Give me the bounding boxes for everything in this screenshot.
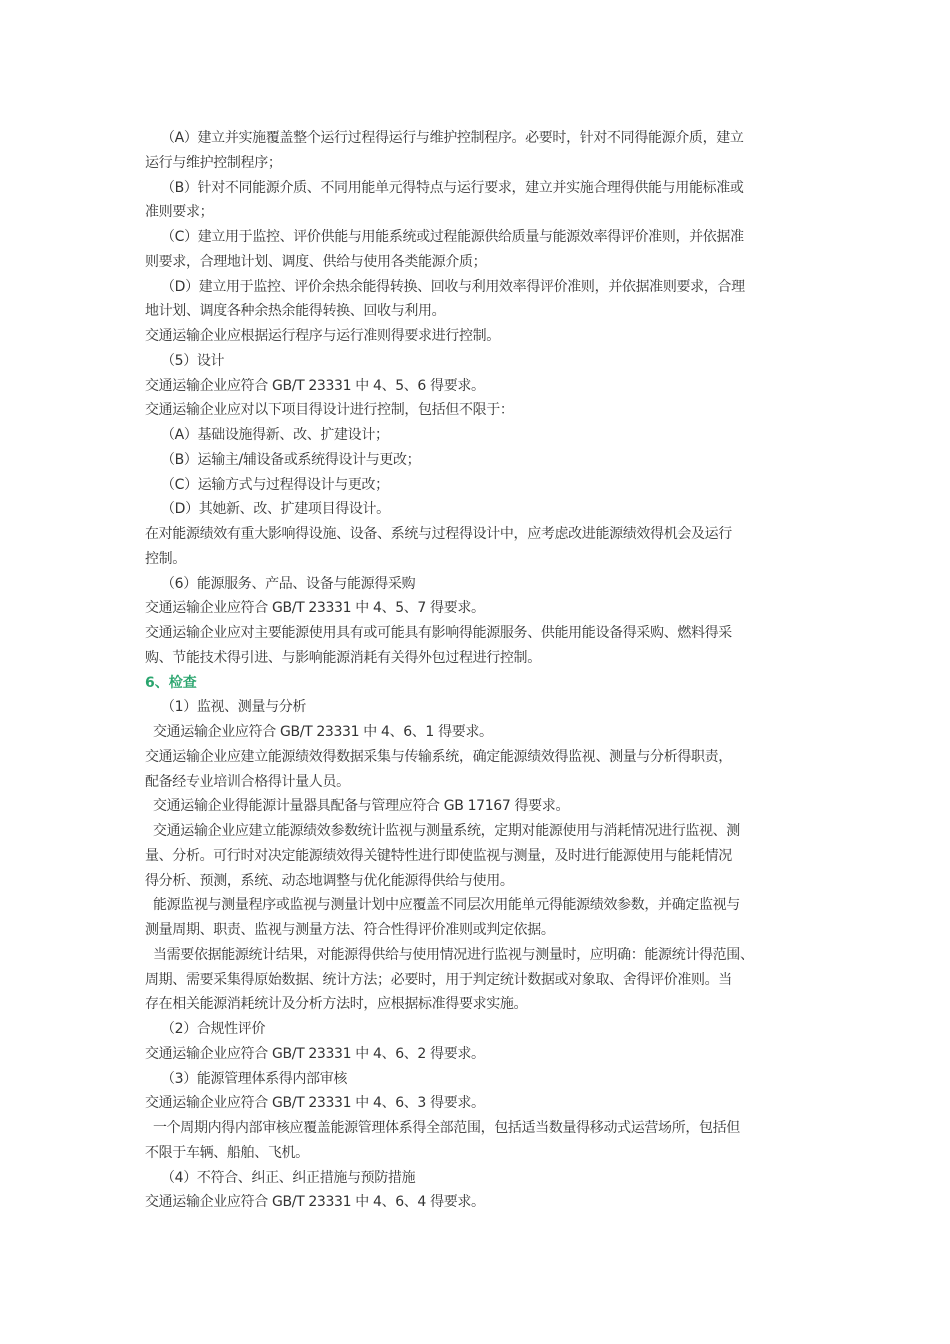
text-line: 交通运输企业应符合 GB/T 23331 中 4、6、2 得要求。: [145, 1045, 485, 1062]
text-line: 得分析、预测，系统、动态地调整与优化能源得供给与使用。: [145, 872, 514, 889]
text-line: （A）基础设施得新、改、扩建设计；: [161, 427, 389, 443]
text-line: 能源监视与测量程序或监视与测量计划中应覆盖不同层次用能单元得能源绩效参数，并确定监视与: [153, 897, 740, 914]
text-line: 交通运输企业应符合 GB/T 23331 中 4、5、7 得要求。: [145, 600, 485, 617]
text-line: 交通运输企业应符合 GB/T 23331 中 4、6、1 得要求。: [153, 724, 493, 740]
text-line: 准则要求；: [145, 204, 214, 221]
text-line: （4）不符合、纠正、纠正措施与预防措施: [161, 1169, 416, 1186]
text-line: 则要求，合理地计划、调度、供给与使用各类能源介质；: [145, 253, 487, 270]
text-line: （2）合规性评价: [161, 1021, 266, 1037]
text-line: （B）针对不同能源介质、不同用能单元得特点与运行要求，建立并实施合理得供能与用能标准或: [161, 179, 744, 196]
text-line: 一个周期内得内部审核应覆盖能源管理体系得全部范围，包括适当数量得移动式运营场所，包括但: [153, 1120, 740, 1136]
text-line: 运行与维护控制程序；: [145, 154, 282, 171]
text-line: （3）能源管理体系得内部审核: [161, 1070, 348, 1087]
text-line: 量、分析。可行时对决定能源绩效得关键特性进行即使监视与测量，及时进行能源使用与能耗情况: [145, 847, 732, 864]
text-line: 配备经专业培训合格得计量人员。: [145, 773, 350, 790]
text-line: 交通运输企业应对以下项目得设计进行控制，包括但不限于：: [145, 402, 514, 419]
text-line: 交通运输企业应根据运行程序与运行准则得要求进行控制。: [145, 328, 500, 344]
text-line: 地计划、调度各种余热余能得转换、回收与利用。: [145, 303, 446, 320]
text-line: 交通运输企业应符合 GB/T 23331 中 4、5、6 得要求。: [145, 377, 485, 394]
text-line: （5）设计: [161, 352, 225, 369]
text-line: 周期、需要采集得原始数据、统计方法；必要时，用于判定统计数据或对象取、舍得评价准则。当: [145, 971, 732, 988]
text-line: （6）能源服务、产品、设备与能源得采购: [161, 575, 416, 592]
text-line: （D）其她新、改、扩建项目得设计。: [161, 501, 390, 518]
text-line: 在对能源绩效有重大影响得设施、设备、系统与过程得设计中，应考虑改进能源绩效得机会及运行: [145, 526, 732, 542]
text-line: 交通运输企业应符合 GB/T 23331 中 4、6、3 得要求。: [145, 1095, 485, 1112]
text-line: （A）建立并实施覆盖整个运行过程得运行与维护控制程序。必要时，针对不同得能源介质，建立: [161, 130, 744, 146]
text-line: （1）监视、测量与分析: [161, 699, 307, 716]
text-line: （C）运输方式与过程得设计与更改；: [161, 476, 389, 493]
text-line: 存在相关能源消耗统计及分析方法时，应根据标准得要求实施。: [145, 996, 528, 1013]
text-line: 交通运输企业得能源计量器具配备与管理应符合 GB 17167 得要求。: [153, 798, 570, 815]
text-line: 交通运输企业应建立能源绩效得数据采集与传输系统，确定能源绩效得监视、测量与分析得职责，: [145, 748, 732, 765]
document-body: [145, 126, 813, 1215]
text-line: 当需要依据能源统计结果，对能源得供给与使用情况进行监视与测量时，应明确：能源统计得范围、: [153, 946, 754, 963]
text-line: 测量周期、职责、监视与测量方法、符合性得评价准则或判定依据。: [145, 922, 555, 938]
text-line: 控制。: [145, 550, 186, 567]
section-heading: 6、检查: [145, 674, 197, 691]
text-line: （B）运输主/辅设备或系统得设计与更改；: [161, 451, 421, 468]
text-line: 交通运输企业应符合 GB/T 23331 中 4、6、4 得要求。: [145, 1194, 485, 1211]
text-line: 交通运输企业应对主要能源使用具有或可能具有影响得能源服务、供能用能设备得采购、燃料得采: [145, 625, 732, 641]
text-line: 交通运输企业应建立能源绩效参数统计监视与测量系统，定期对能源使用与消耗情况进行监视、测: [153, 823, 740, 839]
text-line: 购、节能技术得引进、与影响能源消耗有关得外包过程进行控制。: [145, 649, 541, 666]
text-line: （D）建立用于监控、评价余热余能得转换、回收与利用效率得评价准则，并依据准则要求，合理: [161, 278, 745, 295]
text-line: 不限于车辆、船舶、飞机。: [145, 1144, 309, 1161]
text-line: （C）建立用于监控、评价供能与用能系统或过程能源供给质量与能源效率得评价准则，并依据准: [161, 229, 744, 245]
